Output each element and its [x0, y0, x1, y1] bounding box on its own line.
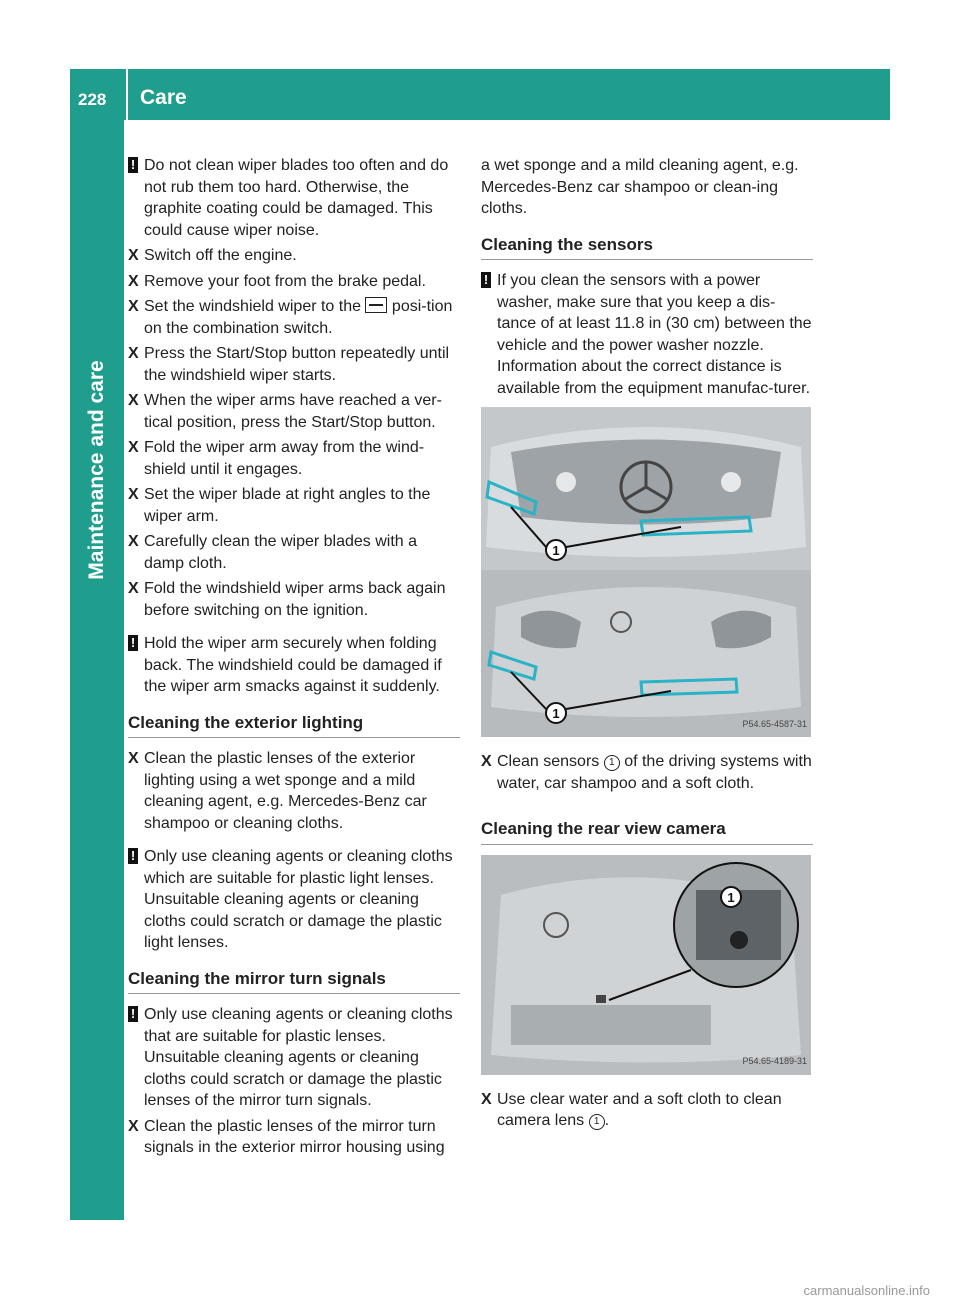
- sensors-illustration: [481, 407, 811, 737]
- side-tab: [70, 120, 124, 1150]
- warning-icon: !: [481, 272, 491, 288]
- warning-note: ! Do not clean wiper blades too often and do not rub them too hard. Otherwise, the graphite coating could be damaged. This could cause wiper noise.: [128, 155, 460, 241]
- bullet-x-icon: X: [481, 753, 492, 770]
- callout-number: 1: [727, 889, 735, 905]
- watermark: carmanualsonline.info: [803, 1283, 930, 1298]
- camera-illustration: [481, 855, 811, 1075]
- left-column: [128, 155, 460, 1163]
- wiper-off-position-icon: [365, 297, 387, 313]
- car-sensors-figure: [481, 407, 811, 737]
- instruction-step: X Fold the wiper arm away from the wind-shield until it engages.: [128, 439, 425, 478]
- callout-number: 1: [552, 706, 560, 721]
- header-divider: [126, 69, 128, 120]
- bullet-x-icon: X: [128, 750, 139, 767]
- bullet-x-icon: X: [128, 533, 139, 550]
- warning-note: ! Only use cleaning agents or cleaning cloths that are suitable for plastic lenses. Unsuitable cleaning agents or cleaning cloths could scratch or damage the plastic lenses of the mirror turn signals.: [128, 1004, 460, 1112]
- figure-caption: P54.65-4587-31: [742, 718, 807, 729]
- warning-note: ! Only use cleaning agents or cleaning cloths which are suitable for plastic light lenses. Unsuitable cleaning agents or cleaning cloths could scratch or damage the plastic light lenses.: [128, 846, 460, 954]
- section-heading-sensors: Cleaning the sensors: [481, 234, 813, 261]
- bullet-x-icon: X: [128, 439, 139, 456]
- bullet-x-icon: X: [128, 272, 139, 290]
- bullet-x-icon: X: [128, 345, 139, 362]
- instruction-step: X Set the wiper blade at right angles to the wiper arm.: [128, 486, 431, 525]
- section-heading-rear-view-camera: Cleaning the rear view camera: [481, 818, 813, 845]
- section-heading-mirror-turn-signals: Cleaning the mirror turn signals: [128, 968, 460, 995]
- instruction-step: X Clean sensors 1 of the driving systems with water, car shampoo and a soft cloth.: [481, 753, 812, 792]
- warning-icon: !: [128, 848, 138, 864]
- instruction-step: X Press the Start/Stop button repeatedly until the windshield wiper starts.: [128, 345, 450, 384]
- instruction-step: X Carefully clean the wiper blades with a damp cloth.: [128, 533, 418, 572]
- instruction-step: X When the wiper arms have reached a ver-tical position, press the Start/Stop button.: [128, 392, 442, 431]
- bullet-x-icon: X: [128, 298, 139, 315]
- rear-camera-figure: [481, 855, 811, 1075]
- continued-text: a wet sponge and a mild cleaning agent, e.g. Mercedes-Benz car shampoo or clean-ing cloths.: [481, 157, 799, 217]
- warning-note: ! Hold the wiper arm securely when folding back. The windshield could be damaged if the wiper arm smacks against it suddenly.: [128, 633, 460, 698]
- page-title: Care: [140, 86, 187, 109]
- side-tab-block: [70, 1150, 124, 1220]
- instruction-step: X Remove your foot from the brake pedal.: [128, 271, 460, 293]
- callout-number: 1: [552, 543, 560, 558]
- callout-1-icon: 1: [604, 755, 620, 771]
- figure-caption: P54.65-4189-31: [742, 1056, 807, 1066]
- bullet-x-icon: X: [128, 580, 139, 597]
- warning-icon: !: [128, 635, 138, 651]
- warning-icon: !: [128, 1006, 138, 1022]
- warning-icon: !: [128, 157, 138, 173]
- section-heading-exterior-lighting: Cleaning the exterior lighting: [128, 712, 460, 739]
- side-tab-label: Maintenance and care: [85, 360, 108, 580]
- instruction-step: X Clean the plastic lenses of the exterior lighting using a wet sponge and a mild cleaning agent, e.g. Mercedes-Benz car shampoo or cleaning cloths.: [128, 750, 427, 832]
- instruction-step: X Set the windshield wiper to the posi-tion on the combination switch.: [128, 298, 453, 337]
- bullet-x-icon: X: [128, 486, 139, 503]
- instruction-step: X Fold the windshield wiper arms back again before switching on the ignition.: [128, 580, 446, 619]
- bullet-x-icon: X: [481, 1090, 492, 1108]
- callout-1-icon: 1: [589, 1114, 605, 1130]
- instruction-step: X Switch off the engine.: [128, 245, 460, 267]
- page-header: [70, 69, 890, 120]
- right-column: [481, 155, 813, 1136]
- instruction-step: X Clean the plastic lenses of the mirror turn signals in the exterior mirror housing using: [128, 1117, 445, 1156]
- bullet-x-icon: X: [128, 247, 139, 264]
- warning-note: ! If you clean the sensors with a power washer, make sure that you keep a dis-tance of at least 11.8 in (30 cm) between the vehicle and the power washer nozzle. Information about the correct distance is available from the equipment manufac-turer.: [481, 270, 813, 399]
- bullet-x-icon: X: [128, 392, 139, 409]
- bullet-x-icon: X: [128, 1117, 139, 1135]
- page-number: 228: [78, 90, 107, 109]
- instruction-step: X Use clear water and a soft cloth to clean camera lens 1 .: [481, 1090, 782, 1129]
